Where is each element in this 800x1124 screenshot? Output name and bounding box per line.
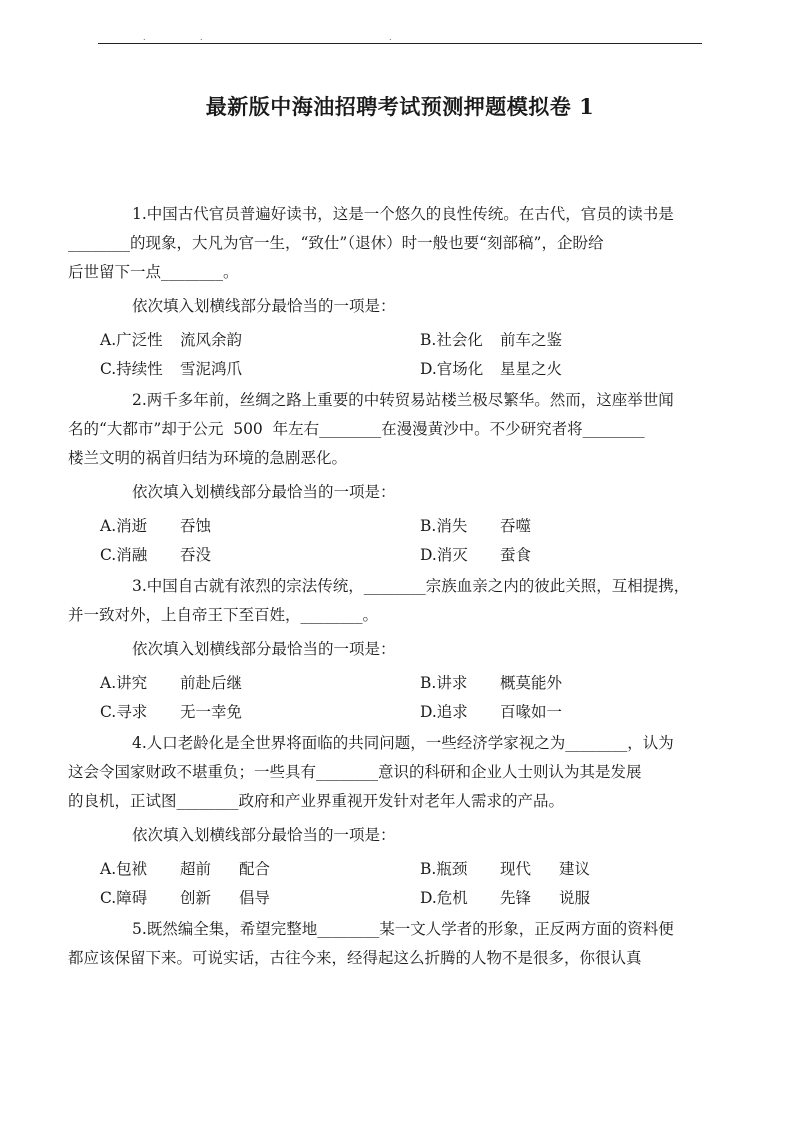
- question-prompt: 依次填入划横线部分最恰当的一项是：: [132, 640, 396, 658]
- question-1: [68, 200, 702, 384]
- option-a: A.讲究 前赴后继: [100, 674, 243, 692]
- question-4: [68, 729, 702, 913]
- question-line: 1.中国古代官员普遍好读书，这是一个悠久的良性传统。在古代，官员的读书是: [132, 205, 674, 223]
- option-b: B.瓶颈 现代 建议: [420, 860, 591, 878]
- question-text: [68, 572, 702, 630]
- option-list: [100, 326, 702, 384]
- question-text: [68, 915, 702, 973]
- question-text: [68, 729, 702, 816]
- header-mark: .: [143, 33, 146, 42]
- option-list: [100, 512, 702, 570]
- option-b: B.消失 吞噬: [420, 517, 532, 535]
- question-line: 5.既然编全集，希望完整地________某一文人学者的形象，正反两方面的资料便: [132, 920, 674, 938]
- question-3: [68, 572, 702, 727]
- question-prompt: 依次填入划横线部分最恰当的一项是：: [132, 297, 396, 315]
- question-prompt: 依次填入划横线部分最恰当的一项是：: [132, 483, 396, 501]
- document-body: [68, 200, 702, 975]
- question-line: 后世留下一点________。: [68, 263, 239, 281]
- question-text: [68, 386, 702, 473]
- header-mark: .: [200, 33, 203, 42]
- option-list: [100, 855, 702, 913]
- question-line: 3.中国自古就有浓烈的宗法传统，________宗族血亲之内的彼此关照，互相提携，: [132, 577, 690, 595]
- question-line: 2.两千多年前，丝绸之路上重要的中转贸易站楼兰极尽繁华。然而，这座举世闻: [132, 391, 674, 409]
- option-b: B.讲求 概莫能外: [420, 674, 563, 692]
- option-d: D.消灭 蚕食: [420, 546, 532, 564]
- question-line: 楼兰文明的祸首归结为环境的急剧恶化。: [68, 449, 348, 467]
- question-line: 名的“大都市”却于公元 500 年左右________在漫漫黄沙中。不少研究者将________: [68, 420, 645, 438]
- header-mark: .: [389, 33, 392, 42]
- option-c: C.寻求 无一幸免: [100, 703, 243, 721]
- header-marks: [0, 34, 800, 42]
- option-d: D.危机 先锋 说服: [420, 889, 591, 907]
- question-line: 并一致对外，上自帝王下至百姓，________。: [68, 606, 379, 624]
- question-prompt: 依次填入划横线部分最恰当的一项是：: [132, 826, 396, 844]
- page-title: 最新版中海油招聘考试预测押题模拟卷 1: [205, 94, 595, 119]
- option-c: C.消融 吞没: [100, 546, 212, 564]
- option-list: [100, 669, 702, 727]
- option-d: D.追求 百喙如一: [420, 703, 563, 721]
- question-5: [68, 915, 702, 973]
- question-2: [68, 386, 702, 570]
- option-a: A.消逝 吞蚀: [100, 517, 212, 535]
- option-a: A.广泛性 流风余韵: [100, 331, 243, 349]
- option-c: C.障碍 创新 倡导: [100, 889, 271, 907]
- question-line: 4.人口老龄化是全世界将面临的共同问题，一些经济学家视之为________，认为: [132, 734, 674, 752]
- question-line: 的良机，正试图________政府和产业界重视开发针对老年人需求的产品。: [68, 792, 565, 810]
- question-line: 这会令国家财政不堪重负；一些具有________意识的科研和企业人士则认为其是发展: [68, 763, 642, 781]
- question-text: [68, 200, 702, 287]
- question-line: ________的现象，大凡为官一生，“致仕”（退休）时一般也要“刻部稿”，企盼给: [68, 234, 604, 252]
- question-line: 都应该保留下来。可说实话，古往今来，经得起这么折腾的人物不是很多，你很认真: [68, 949, 642, 967]
- header-rule: [98, 43, 702, 44]
- option-a: A.包袱 超前 配合: [100, 860, 271, 878]
- option-d: D.官场化 星星之火: [420, 360, 563, 378]
- option-b: B.社会化 前车之鉴: [420, 331, 563, 349]
- option-c: C.持续性 雪泥鸿爪: [100, 360, 243, 378]
